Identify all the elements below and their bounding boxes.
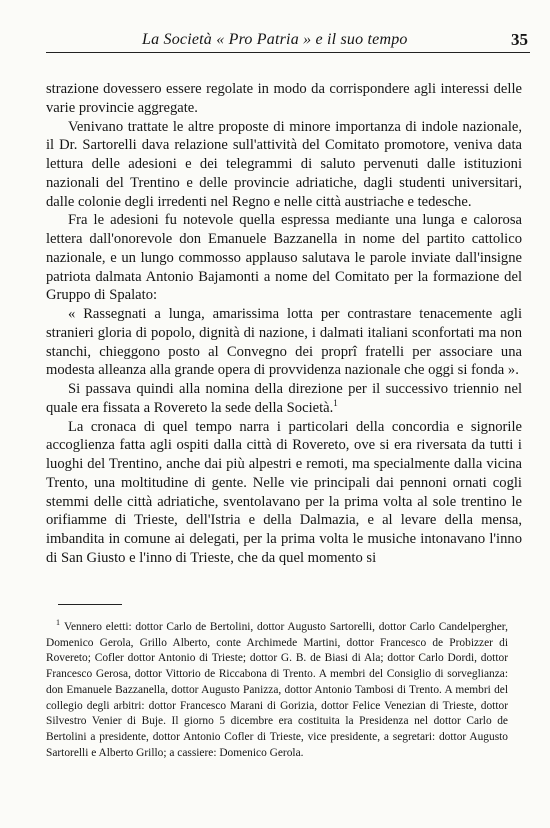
page-number: 35: [511, 30, 528, 49]
footnote: [46, 620, 508, 761]
footnote-text: Vennero eletti: dottor Carlo de Bertolini, dottor Augusto Sartorelli, dottor Carlo Candelpergher, Domenico Gerola, Grillo Alberto, conte Archimede Martini, dottor Francesco de Probizzer di Rovereto; Cofler dottor Antonio di Trieste; dottor G. B. de Biasi di Ala; dottor Carlo Dordi, dottor Francesco Gerosa, dottor Vittorio de Riccabona di Trento. A membri del Consiglio di sorveglianza: don Emanuele Bazzanella, dottor Augusto Panizza, dottor Antonio Tambosi di Trento. A membri del collegio degli arbitri: dottor Francesco Marani di Gorizia, dottor Felice Venezian di Trieste, dottor Silvestro Venier di Buje. Il giorno 5 dicembre era costituita la Presidenza nel dottor Carlo de Bertolini a presidente, dottor Antonio Cofler di Trieste, vice presidente, a segretari: dottor Augusto Sartorelli e Alberto Grillo; a cassiere: Domenico Gerola.: [46, 621, 508, 759]
paragraph-election: [46, 380, 522, 418]
footnote-divider: [58, 604, 122, 605]
paragraph-proposals: Venivano trattate le altre proposte di minore importanza di indole nazionale, il Dr. Sartorelli dava relazione sull'attività del Comitato promotore, veniva data lettura delle adesioni e dei telegrammi di saluto pervenuti dalle istituzioni nazionali del Trentino e delle provincie adriatiche, dagli studenti universitari, dalle colonie degli irredenti nel Regno e nelle città austriache e tedesche.: [46, 118, 522, 210]
paragraph-chronicle: La cronaca di quel tempo narra i particolari della concordia e signorile accoglienza fatta agli ospiti dalla città di Rovereto, ove si era riversata da tutti i luoghi del Trentino, anche dai più alpestri e remoti, ma specialmente dalla vicina Trento, una moltitudine di gente. Nelle vie principali dai pennoni ornati cogli stemmi delle città adriatiche, sventolavano per la prima volta al sole trentino le orifiamme di Trieste, dell'Istria e della Dalmazia, e al levare della mensa, imbandita in comune ai delegati, per la prima volta le musiche intonavano l'inno di San Giusto e l'inno di Trieste, che da quel momento si: [46, 418, 522, 566]
main-text: [46, 80, 522, 568]
quoted-message: « Rassegnati a lunga, amarissima lotta per contrastare tenacemente agli stranieri gloria di popolo, dignità di nazione, i dalmati italiani sconfortati ma non stanchi, chieggono posto al Convegno dei proprî fratelli per associare una modesta alleanza alla grande opera di provvidenza nazionale che oggi si fonda ».: [46, 306, 522, 379]
paragraph-adhesions: Fra le adesioni fu notevole quella espressa mediante una lunga e calorosa lettera dall'onorevole don Emanuele Bazzanella in nome del partito cattolico nazionale, e un lungo commosso applauso salutava le parole inviate dall'insigne patriota dalmata Antonio Bajamonti a nome del Comitato per la formazione del Gruppo di Spalato:: [46, 212, 522, 304]
footnote-mark: 1: [56, 618, 60, 628]
footnote-paragraph: [46, 620, 508, 761]
running-title: La Società « Pro Patria » e il suo tempo: [142, 31, 408, 48]
page-header: [46, 28, 530, 53]
election-text: Si passava quindi alla nomina della direzione per il successivo triennio nel quale era fissata a Rovereto la sede della Società.: [46, 381, 522, 416]
footnote-reference: 1: [333, 397, 338, 408]
paragraph-continued: strazione dovessero essere regolate in modo da corrispondere agli interessi delle varie provincie aggregate.: [46, 81, 522, 116]
